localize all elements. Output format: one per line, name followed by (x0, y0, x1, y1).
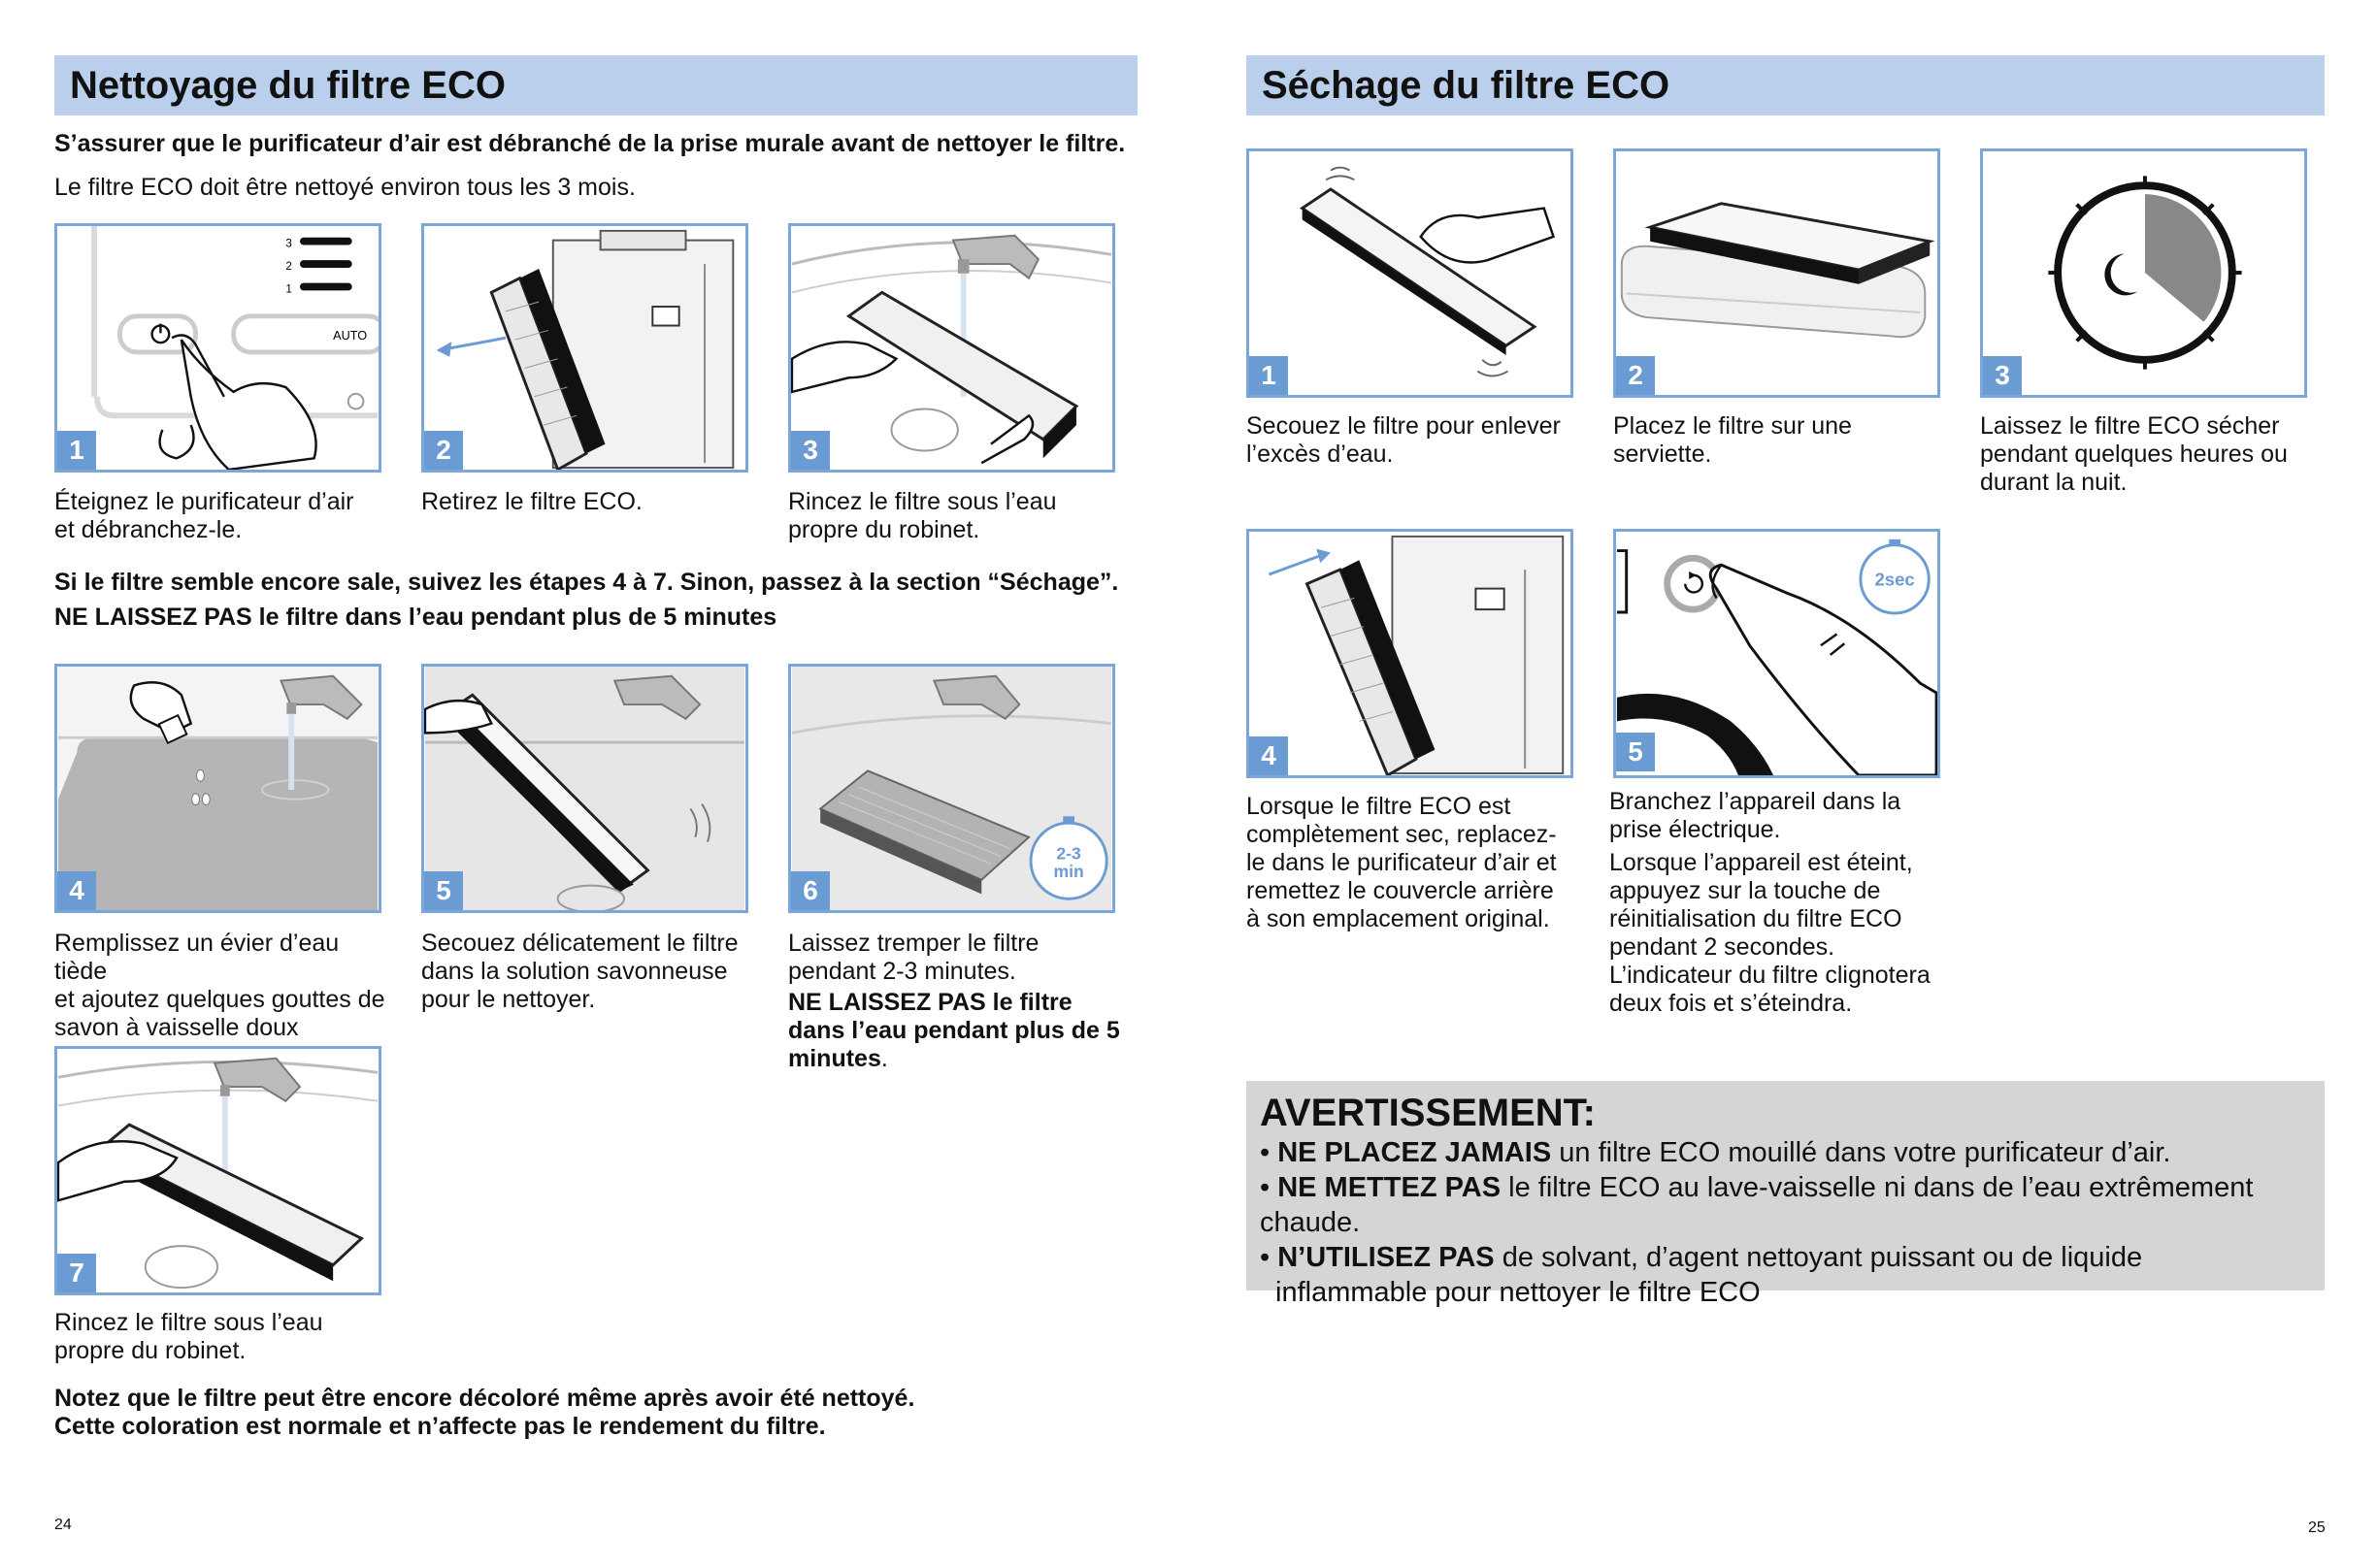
discoloration-note-2: Cette coloration est normale et n’affecte pas le rendement du filtre. (54, 1413, 826, 1440)
step-1-panel (54, 223, 381, 473)
step-2-panel (421, 223, 748, 473)
step-2-badge: 2 (424, 431, 463, 470)
repeat-steps-note: Si le filtre semble encore sale, suivez les étapes 4 à 7. Sinon, passez à la section “Séchage”. (54, 569, 1119, 596)
unplug-warning: S’assurer que le purificateur d’air est débranché de la prise murale avant de nettoyer le filtre. (54, 130, 1126, 157)
svg-text:min: min (1053, 861, 1084, 881)
rinse-filter-again-illustration (57, 1049, 379, 1292)
step-4-panel (54, 664, 381, 913)
step-7-badge: 7 (57, 1254, 96, 1292)
warning-item-3: • N’UTILISEZ PAS de solvant, d’agent nettoyant puissant ou de liquide (1260, 1242, 2143, 1273)
svg-text:2-3: 2-3 (1056, 843, 1081, 864)
page-number-right: 25 (2308, 1519, 2326, 1536)
drying-step-1-caption: Secouez le filtre pour enlever l’excès d’eau. (1246, 412, 1561, 468)
step-1-badge: 1 (57, 431, 96, 470)
drying-step-2-caption: Placez le filtre sur une serviette. (1613, 412, 1852, 468)
drying-step-4-caption: Lorsque le filtre ECO est complètement sec, replacez- le dans le purificateur d’air et remettez le couvercle arrière à son emplacement original. (1246, 793, 1557, 932)
svg-text:2sec: 2sec (1874, 569, 1915, 590)
drying-step-3-panel (1980, 148, 2307, 398)
step-6-badge: 6 (791, 871, 830, 910)
towel-illustration (1616, 151, 1937, 395)
drying-step-5-badge: 5 (1616, 733, 1655, 771)
step-4-badge: 4 (57, 871, 96, 910)
svg-text:3: 3 (285, 237, 292, 250)
shake-filter-illustration (424, 667, 745, 910)
step-5-caption: Secouez délicatement le filtre dans la solution savonneuse pour le nettoyer. (421, 930, 739, 1013)
step-7-panel (54, 1046, 381, 1295)
warning-item-1: • NE PLACEZ JAMAIS un filtre ECO mouillé dans votre purificateur d’air. (1260, 1137, 2171, 1168)
soak-filter-illustration (791, 667, 1112, 910)
rinse-filter-illustration (791, 226, 1112, 470)
page-number-left: 24 (54, 1517, 72, 1533)
step-1-caption: Éteignez le purificateur d’air et débranchez-le. (54, 488, 354, 543)
warning-item-2: • NE METTEZ PAS le filtre ECO au lave-vaisselle ni dans de l’eau extrêmement chaude. (1260, 1172, 2254, 1238)
step-3-caption: Rincez le filtre sous l’eau propre du robinet. (788, 488, 1057, 543)
svg-text:AUTO: AUTO (333, 329, 368, 343)
drying-step-4-badge: 4 (1249, 736, 1288, 775)
cleaning-frequency: Le filtre ECO doit être nettoyé environ tous les 3 mois. (54, 174, 636, 201)
step-3-badge: 3 (791, 431, 830, 470)
drying-step-5-panel (1613, 529, 1940, 778)
step-7-caption: Rincez le filtre sous l’eau propre du robinet. (54, 1309, 323, 1364)
step-6-panel (788, 664, 1115, 913)
warning-box (1246, 1081, 2325, 1308)
soak-time-warning: NE LAISSEZ PAS le filtre dans l’eau pendant plus de 5 minutes (54, 604, 777, 631)
drying-step-1-badge: 1 (1249, 356, 1288, 395)
drying-step-5-caption: Branchez l’appareil dans la prise électrique. Lorsque l’appareil est éteint, appuyez sur la touche de réinitialisation du filtre ECO pendant 2 secondes. L’indicateur du filtre clignotera deux fois et s’éteindra. (1609, 788, 1931, 1017)
svg-text:2: 2 (285, 259, 292, 273)
step-5-panel (421, 664, 748, 913)
step-2-caption: Retirez le filtre ECO. (421, 488, 643, 515)
cleaning-section-title: Nettoyage du filtre ECO (54, 55, 1138, 115)
warning-title: AVERTISSEMENT: (1260, 1092, 1596, 1134)
reset-button-illustration (1616, 532, 1937, 775)
step-3-panel (788, 223, 1115, 473)
step-6-caption: Laissez tremper le filtre pendant 2-3 minutes. NE LAISSEZ PAS le filtre dans l’eau pendant plus de 5 minutes. (788, 930, 1120, 1072)
step-4-caption: Remplissez un évier d’eau tiède et ajoutez quelques gouttes de savon à vaisselle doux (54, 930, 385, 1041)
drying-step-3-badge: 3 (1983, 356, 2022, 395)
drying-step-4-panel (1246, 529, 1573, 778)
night-clock-illustration (1983, 151, 2304, 395)
reinstall-filter-illustration (1249, 532, 1570, 775)
drying-step-3-caption: Laissez le filtre ECO sécher pendant quelques heures ou durant la nuit. (1980, 412, 2288, 496)
drying-step-2-badge: 2 (1616, 356, 1655, 395)
step-5-badge: 5 (424, 871, 463, 910)
shake-water-illustration (1249, 151, 1570, 395)
svg-text:1: 1 (285, 282, 292, 296)
power-button-illustration (57, 226, 379, 470)
drying-section-title: Séchage du filtre ECO (1246, 55, 2325, 115)
drying-step-1-panel (1246, 148, 1573, 398)
drying-step-2-panel (1613, 148, 1940, 398)
warning-item-3-cont: inflammable pour nettoyer le filtre ECO (1275, 1277, 1761, 1308)
remove-filter-illustration (424, 226, 745, 470)
discoloration-note-1: Notez que le filtre peut être encore décoloré même après avoir été nettoyé. (54, 1385, 915, 1412)
fill-sink-illustration (57, 667, 379, 910)
